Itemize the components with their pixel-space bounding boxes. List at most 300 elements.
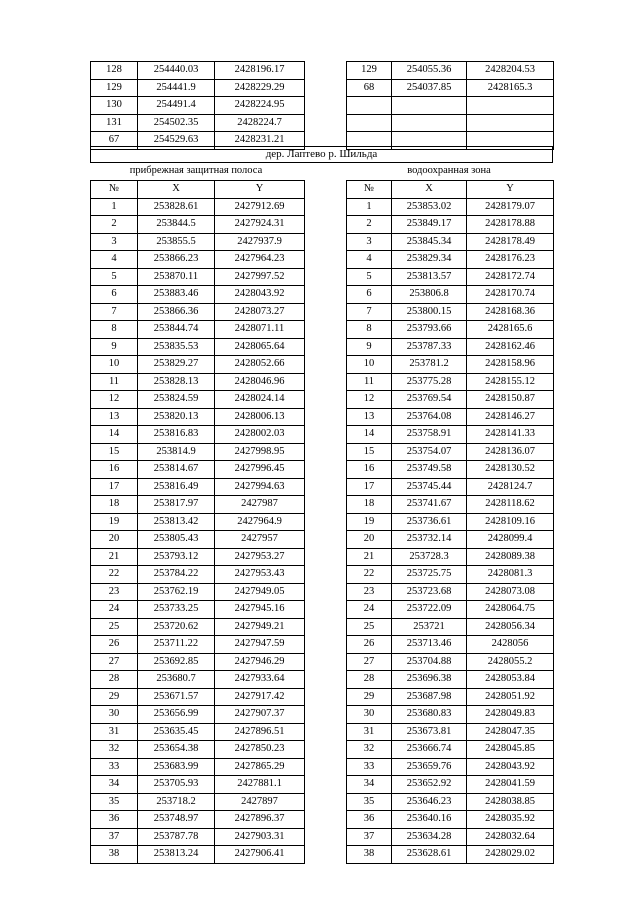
- x-coordinate: 253849.17: [392, 216, 467, 234]
- point-number: 30: [347, 706, 392, 724]
- y-coordinate: 2427964.23: [215, 251, 305, 269]
- y-coordinate: 2427949.21: [215, 618, 305, 636]
- x-coordinate: 253654.38: [138, 741, 215, 759]
- y-coordinate: 2428130.52: [467, 461, 554, 479]
- table-row: [347, 793, 554, 811]
- point-number: 68: [347, 79, 392, 97]
- table-row: [91, 478, 305, 496]
- x-coordinate: 253748.97: [138, 811, 215, 829]
- x-coordinate: 253828.13: [138, 373, 215, 391]
- point-number: 27: [91, 653, 138, 671]
- y-coordinate: 2428158.96: [467, 356, 554, 374]
- table-row: [347, 758, 554, 776]
- y-coordinate: 2428047.35: [467, 723, 554, 741]
- column-header: X: [392, 181, 467, 199]
- x-coordinate: 253659.76: [392, 758, 467, 776]
- x-coordinate: 253656.99: [138, 706, 215, 724]
- x-coordinate: 253805.43: [138, 531, 215, 549]
- point-number: 31: [347, 723, 392, 741]
- y-coordinate: 2427924.31: [215, 216, 305, 234]
- x-coordinate: 253781.2: [392, 356, 467, 374]
- table-row: [347, 321, 554, 339]
- point-number: 35: [347, 793, 392, 811]
- table-row: [347, 583, 554, 601]
- y-coordinate: 2428073.27: [215, 303, 305, 321]
- y-coordinate: 2428002.03: [215, 426, 305, 444]
- table-row: [347, 461, 554, 479]
- table-row: [347, 97, 554, 115]
- table-row: [347, 741, 554, 759]
- y-coordinate: 2428168.36: [467, 303, 554, 321]
- y-coordinate: [467, 114, 554, 132]
- table-row: [91, 97, 305, 115]
- table-row: [91, 741, 305, 759]
- y-coordinate: 2427896.37: [215, 811, 305, 829]
- y-coordinate: 2428099.4: [467, 531, 554, 549]
- table-row: [91, 583, 305, 601]
- x-coordinate: 253814.9: [138, 443, 215, 461]
- point-number: 22: [347, 566, 392, 584]
- y-coordinate: 2428045.85: [467, 741, 554, 759]
- y-coordinate: 2427953.43: [215, 566, 305, 584]
- point-number: 38: [91, 846, 138, 864]
- table-row: [91, 321, 305, 339]
- point-number: 35: [91, 793, 138, 811]
- x-coordinate: 253628.61: [392, 846, 467, 864]
- point-number: 17: [347, 478, 392, 496]
- y-coordinate: 2428065.64: [215, 338, 305, 356]
- y-coordinate: 2427945.16: [215, 601, 305, 619]
- table-row: [91, 653, 305, 671]
- y-coordinate: 2427881.1: [215, 776, 305, 794]
- table-row: [347, 426, 554, 444]
- y-coordinate: 2428052.66: [215, 356, 305, 374]
- table-row: [91, 373, 305, 391]
- table-row: [91, 793, 305, 811]
- header-row: [91, 181, 305, 199]
- point-number: 3: [347, 233, 392, 251]
- table-row: [347, 688, 554, 706]
- y-coordinate: 2428204.53: [467, 62, 554, 80]
- water-protection-zone-label: водоохранная зона: [407, 165, 491, 176]
- point-number: [347, 114, 392, 132]
- x-coordinate: 253696.38: [392, 671, 467, 689]
- x-coordinate: 253754.07: [392, 443, 467, 461]
- point-number: 17: [91, 478, 138, 496]
- point-number: 23: [347, 583, 392, 601]
- x-coordinate: 253673.81: [392, 723, 467, 741]
- table-row: [91, 706, 305, 724]
- table-row: [91, 426, 305, 444]
- x-coordinate: 253775.28: [392, 373, 467, 391]
- x-coordinate: 253813.57: [392, 268, 467, 286]
- y-coordinate: 2428141.33: [467, 426, 554, 444]
- x-coordinate: 253844.5: [138, 216, 215, 234]
- x-coordinate: 253687.98: [392, 688, 467, 706]
- x-coordinate: 254491.4: [138, 97, 215, 115]
- point-number: 11: [91, 373, 138, 391]
- point-number: 9: [347, 338, 392, 356]
- x-coordinate: 253680.7: [138, 671, 215, 689]
- y-coordinate: 2428178.49: [467, 233, 554, 251]
- point-number: 16: [347, 461, 392, 479]
- point-number: 16: [91, 461, 138, 479]
- table-row: [347, 513, 554, 531]
- table-row: [347, 79, 554, 97]
- table-row: [347, 531, 554, 549]
- table-row: [347, 601, 554, 619]
- y-coordinate: 2428064.75: [467, 601, 554, 619]
- table-row: [347, 828, 554, 846]
- x-coordinate: 253787.78: [138, 828, 215, 846]
- x-coordinate: 253866.23: [138, 251, 215, 269]
- x-coordinate: 253793.66: [392, 321, 467, 339]
- y-coordinate: 2428165.3: [467, 79, 554, 97]
- x-coordinate: 253793.12: [138, 548, 215, 566]
- y-coordinate: 2427897: [215, 793, 305, 811]
- point-number: 25: [91, 618, 138, 636]
- point-number: 36: [347, 811, 392, 829]
- x-coordinate: 253666.74: [392, 741, 467, 759]
- point-number: 21: [91, 548, 138, 566]
- table-row: [91, 198, 305, 216]
- y-coordinate: 2428178.88: [467, 216, 554, 234]
- point-number: 18: [347, 496, 392, 514]
- table-row: [347, 636, 554, 654]
- point-number: 14: [91, 426, 138, 444]
- table-row: [91, 846, 305, 864]
- column-header: X: [138, 181, 215, 199]
- table-row: [347, 706, 554, 724]
- point-number: 1: [91, 198, 138, 216]
- table-row: [347, 338, 554, 356]
- y-coordinate: 2428035.92: [467, 811, 554, 829]
- x-coordinate: 253870.11: [138, 268, 215, 286]
- table-row: [347, 478, 554, 496]
- table-row: [347, 286, 554, 304]
- coastal-strip-label: прибрежная защитная полоса: [129, 165, 263, 176]
- table-row: [91, 443, 305, 461]
- x-coordinate: 253853.02: [392, 198, 467, 216]
- table-row: [91, 408, 305, 426]
- x-coordinate: 253762.19: [138, 583, 215, 601]
- table-row: [347, 198, 554, 216]
- point-number: 24: [91, 601, 138, 619]
- table-row: [91, 391, 305, 409]
- x-coordinate: 253764.08: [392, 408, 467, 426]
- point-number: 20: [91, 531, 138, 549]
- table-row: [91, 268, 305, 286]
- y-coordinate: 2428176.23: [467, 251, 554, 269]
- table-row: [347, 618, 554, 636]
- y-coordinate: 2427937.9: [215, 233, 305, 251]
- y-coordinate: 2428155.12: [467, 373, 554, 391]
- point-number: 34: [347, 776, 392, 794]
- y-coordinate: 2427917.42: [215, 688, 305, 706]
- x-coordinate: 253646.23: [392, 793, 467, 811]
- x-coordinate: [392, 97, 467, 115]
- table-row: [91, 513, 305, 531]
- table-row: [91, 461, 305, 479]
- point-number: 129: [91, 79, 138, 97]
- y-coordinate: 2428089.38: [467, 548, 554, 566]
- y-coordinate: 2427996.45: [215, 461, 305, 479]
- y-coordinate: 2427946.29: [215, 653, 305, 671]
- x-coordinate: 253683.99: [138, 758, 215, 776]
- table-row: [91, 618, 305, 636]
- table-row: [347, 811, 554, 829]
- y-coordinate: 2427949.05: [215, 583, 305, 601]
- point-number: 1: [347, 198, 392, 216]
- point-number: 130: [91, 97, 138, 115]
- y-coordinate: 2428051.92: [467, 688, 554, 706]
- point-number: 12: [91, 391, 138, 409]
- y-coordinate: 2428073.08: [467, 583, 554, 601]
- y-coordinate: 2428118.62: [467, 496, 554, 514]
- table-row: [347, 723, 554, 741]
- y-coordinate: 2427903.31: [215, 828, 305, 846]
- point-number: 6: [91, 286, 138, 304]
- y-coordinate: 2427865.29: [215, 758, 305, 776]
- point-number: 26: [347, 636, 392, 654]
- point-number: 131: [91, 114, 138, 132]
- x-coordinate: 253820.13: [138, 408, 215, 426]
- y-coordinate: 2427912.69: [215, 198, 305, 216]
- table-row: [347, 846, 554, 864]
- table-row: [91, 496, 305, 514]
- y-coordinate: 2427907.37: [215, 706, 305, 724]
- y-coordinate: 2427998.95: [215, 443, 305, 461]
- point-number: 33: [347, 758, 392, 776]
- header-row: [347, 181, 554, 199]
- column-header: №: [347, 181, 392, 199]
- point-number: 24: [347, 601, 392, 619]
- x-coordinate: 253725.75: [392, 566, 467, 584]
- point-number: 37: [347, 828, 392, 846]
- table-row: [347, 233, 554, 251]
- point-number: 30: [91, 706, 138, 724]
- y-coordinate: 2427953.27: [215, 548, 305, 566]
- table-row: [91, 114, 305, 132]
- table-row: [91, 251, 305, 269]
- table-row: [91, 828, 305, 846]
- table-row: [347, 216, 554, 234]
- settlement-title: дер. Лаптево р. Шильда: [90, 146, 553, 163]
- point-number: 37: [91, 828, 138, 846]
- y-coordinate: 2427896.51: [215, 723, 305, 741]
- y-coordinate: 2428046.96: [215, 373, 305, 391]
- table-row: [347, 496, 554, 514]
- x-coordinate: 253741.67: [392, 496, 467, 514]
- point-number: 20: [347, 531, 392, 549]
- column-header: Y: [467, 181, 554, 199]
- x-coordinate: 253745.44: [392, 478, 467, 496]
- table-row: [347, 251, 554, 269]
- table-row: [347, 408, 554, 426]
- y-coordinate: 2428038.85: [467, 793, 554, 811]
- y-coordinate: 2428024.14: [215, 391, 305, 409]
- point-number: 129: [347, 62, 392, 80]
- point-number: 5: [91, 268, 138, 286]
- point-number: 36: [91, 811, 138, 829]
- x-coordinate: 253728.3: [392, 548, 467, 566]
- table-row: [347, 114, 554, 132]
- x-coordinate: 253855.5: [138, 233, 215, 251]
- x-coordinate: 253883.46: [138, 286, 215, 304]
- y-coordinate: 2428032.64: [467, 828, 554, 846]
- water-protection-zone-table: [346, 180, 554, 864]
- point-number: 31: [91, 723, 138, 741]
- table-row: [91, 566, 305, 584]
- point-number: 9: [91, 338, 138, 356]
- point-number: 19: [91, 513, 138, 531]
- point-number: 8: [347, 321, 392, 339]
- x-coordinate: 253721: [392, 618, 467, 636]
- x-coordinate: 253680.83: [392, 706, 467, 724]
- table-row: [347, 653, 554, 671]
- y-coordinate: 2428150.87: [467, 391, 554, 409]
- y-coordinate: 2427964.9: [215, 513, 305, 531]
- table-row: [91, 303, 305, 321]
- top-left-coordinate-table: [90, 61, 305, 150]
- y-coordinate: 2428053.84: [467, 671, 554, 689]
- point-number: 4: [347, 251, 392, 269]
- point-number: 12: [347, 391, 392, 409]
- table-row: [347, 373, 554, 391]
- x-coordinate: 253829.34: [392, 251, 467, 269]
- point-number: 33: [91, 758, 138, 776]
- point-number: 26: [91, 636, 138, 654]
- x-coordinate: 253634.28: [392, 828, 467, 846]
- y-coordinate: 2428049.83: [467, 706, 554, 724]
- point-number: 67: [91, 132, 138, 150]
- y-coordinate: 2428055.2: [467, 653, 554, 671]
- coastal-strip-table: [90, 180, 305, 864]
- point-number: 11: [347, 373, 392, 391]
- x-coordinate: 253732.14: [392, 531, 467, 549]
- table-row: [91, 79, 305, 97]
- x-coordinate: 253635.45: [138, 723, 215, 741]
- top-right-coordinate-table: [346, 61, 554, 150]
- y-coordinate: 2427850.23: [215, 741, 305, 759]
- table-row: [91, 62, 305, 80]
- point-number: 7: [347, 303, 392, 321]
- table-row: [91, 233, 305, 251]
- point-number: 32: [91, 741, 138, 759]
- table-row: [91, 338, 305, 356]
- point-number: 10: [91, 356, 138, 374]
- table-row: [91, 688, 305, 706]
- y-coordinate: 2427957: [215, 531, 305, 549]
- x-coordinate: 253835.53: [138, 338, 215, 356]
- table-row: [91, 758, 305, 776]
- x-coordinate: 253692.85: [138, 653, 215, 671]
- point-number: 2: [347, 216, 392, 234]
- point-number: 27: [347, 653, 392, 671]
- point-number: 18: [91, 496, 138, 514]
- x-coordinate: 253718.2: [138, 793, 215, 811]
- table-row: [91, 356, 305, 374]
- y-coordinate: 2427906.41: [215, 846, 305, 864]
- y-coordinate: 2428006.13: [215, 408, 305, 426]
- table-row: [91, 548, 305, 566]
- point-number: 28: [347, 671, 392, 689]
- x-coordinate: 253704.88: [392, 653, 467, 671]
- point-number: 34: [91, 776, 138, 794]
- y-coordinate: 2428056: [467, 636, 554, 654]
- point-number: 38: [347, 846, 392, 864]
- table-row: [91, 286, 305, 304]
- table-row: [91, 636, 305, 654]
- x-coordinate: 253806.8: [392, 286, 467, 304]
- table-row: [347, 62, 554, 80]
- point-number: 7: [91, 303, 138, 321]
- table-row: [91, 776, 305, 794]
- x-coordinate: 253736.61: [392, 513, 467, 531]
- point-number: 128: [91, 62, 138, 80]
- point-number: 23: [91, 583, 138, 601]
- point-number: 8: [91, 321, 138, 339]
- x-coordinate: 253824.59: [138, 391, 215, 409]
- x-coordinate: 254440.03: [138, 62, 215, 80]
- x-coordinate: 253713.46: [392, 636, 467, 654]
- point-number: 29: [91, 688, 138, 706]
- y-coordinate: 2428124.7: [467, 478, 554, 496]
- x-coordinate: 253816.49: [138, 478, 215, 496]
- table-row: [91, 723, 305, 741]
- x-coordinate: [392, 114, 467, 132]
- y-coordinate: 2428165.6: [467, 321, 554, 339]
- x-coordinate: 253652.92: [392, 776, 467, 794]
- y-coordinate: 2427987: [215, 496, 305, 514]
- y-coordinate: 2428162.46: [467, 338, 554, 356]
- y-coordinate: 2428231.21: [215, 132, 305, 150]
- table-row: [347, 671, 554, 689]
- y-coordinate: 2428170.74: [467, 286, 554, 304]
- point-number: 10: [347, 356, 392, 374]
- x-coordinate: 253866.36: [138, 303, 215, 321]
- x-coordinate: 253640.16: [392, 811, 467, 829]
- point-number: 25: [347, 618, 392, 636]
- table-row: [91, 671, 305, 689]
- point-number: 14: [347, 426, 392, 444]
- point-number: 4: [91, 251, 138, 269]
- x-coordinate: 253828.61: [138, 198, 215, 216]
- point-number: 29: [347, 688, 392, 706]
- x-coordinate: 253749.58: [392, 461, 467, 479]
- x-coordinate: 253787.33: [392, 338, 467, 356]
- table-row: [347, 566, 554, 584]
- x-coordinate: 253705.93: [138, 776, 215, 794]
- table-row: [91, 216, 305, 234]
- table-row: [347, 356, 554, 374]
- x-coordinate: 253722.09: [392, 601, 467, 619]
- table-row: [347, 303, 554, 321]
- x-coordinate: 253784.22: [138, 566, 215, 584]
- y-coordinate: 2428196.17: [215, 62, 305, 80]
- x-coordinate: 253814.67: [138, 461, 215, 479]
- y-coordinate: 2427947.59: [215, 636, 305, 654]
- point-number: 21: [347, 548, 392, 566]
- y-coordinate: 2428179.07: [467, 198, 554, 216]
- x-coordinate: 253733.25: [138, 601, 215, 619]
- column-header: Y: [215, 181, 305, 199]
- column-header: №: [91, 181, 138, 199]
- x-coordinate: 253829.27: [138, 356, 215, 374]
- point-number: 13: [347, 408, 392, 426]
- x-coordinate: 253671.57: [138, 688, 215, 706]
- x-coordinate: 253845.34: [392, 233, 467, 251]
